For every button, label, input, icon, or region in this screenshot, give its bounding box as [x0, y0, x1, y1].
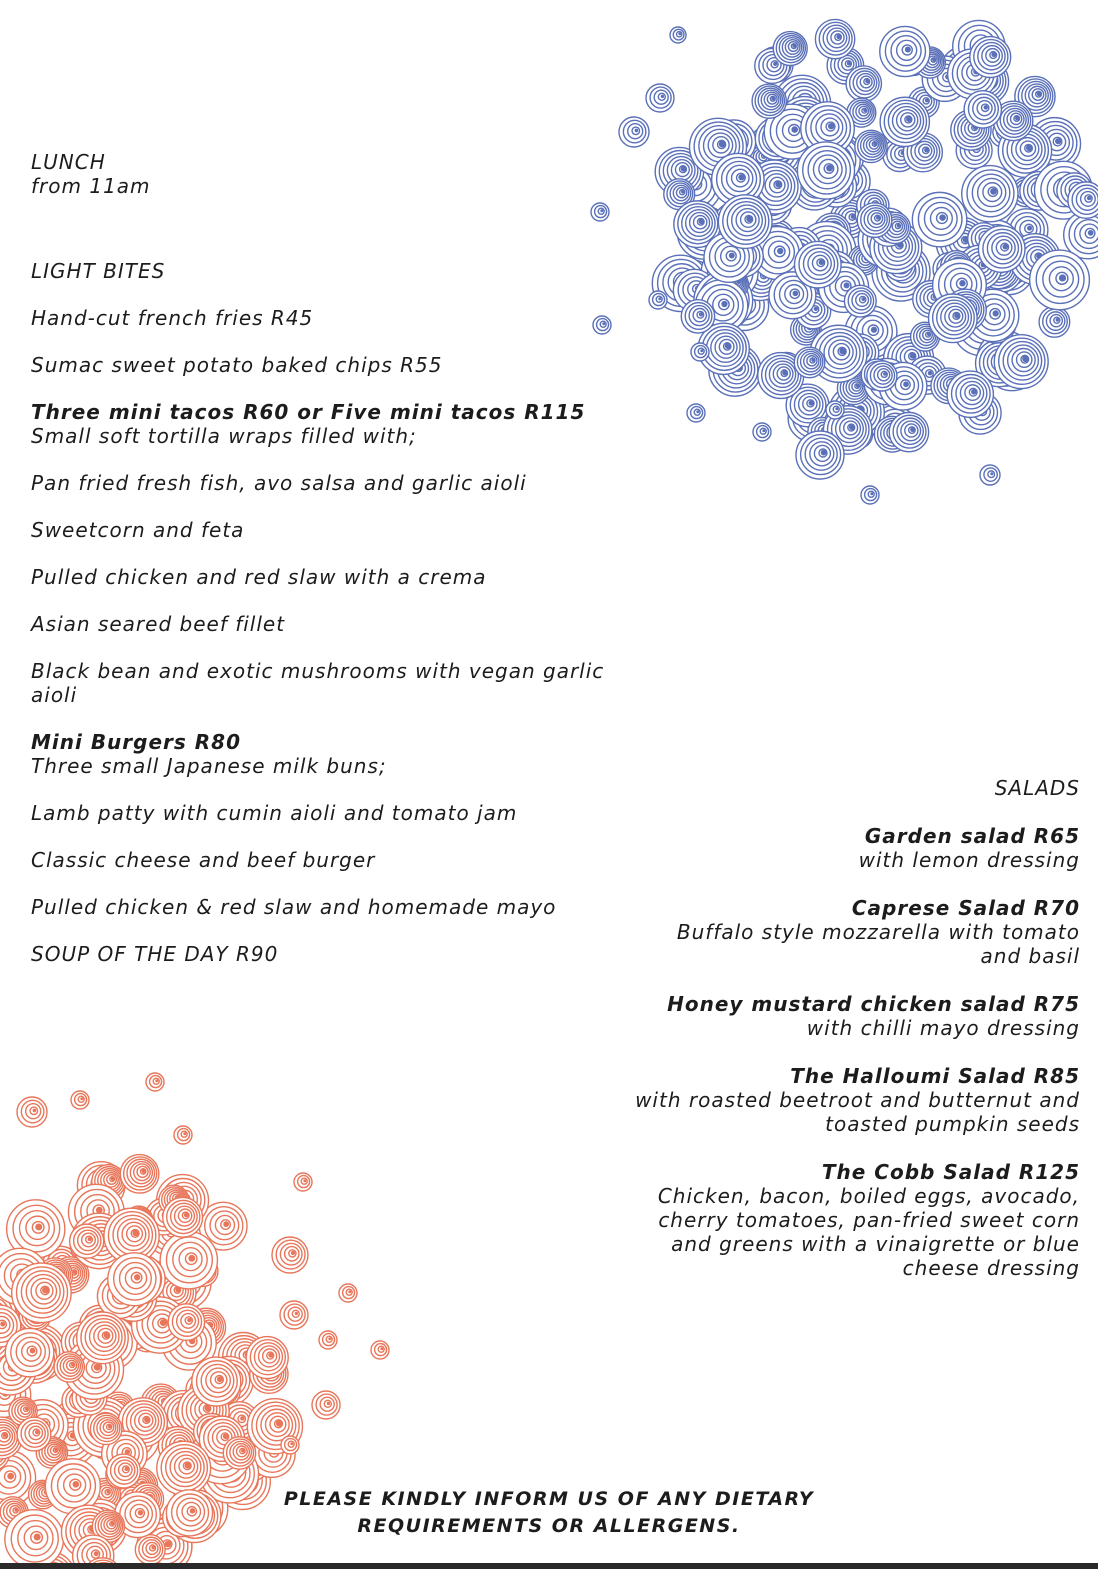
salad-name: Caprese Salad R70 — [851, 896, 1080, 920]
swirl-shape — [826, 401, 844, 419]
swirl-shape — [174, 1126, 192, 1144]
swirl-shape — [294, 1173, 312, 1191]
salad-name: Garden salad R65 — [864, 824, 1080, 848]
swirl-shape — [970, 37, 1011, 78]
taco-filling: Asian seared beef fillet — [31, 612, 286, 636]
swirl-shape — [867, 361, 897, 391]
salad-description: with chilli mayo dressing — [806, 1016, 1080, 1040]
swirl-shape — [312, 1391, 340, 1419]
burger-option: Pulled chicken & red slaw and homemade mayo — [31, 895, 557, 919]
swirl-shape — [163, 1197, 203, 1237]
salad-description: Chicken, bacon, boiled eggs, avocado, — [657, 1184, 1080, 1208]
swirl-shape — [681, 300, 714, 333]
dietary-notice — [0, 1486, 1098, 1540]
swirl-shape — [339, 1284, 357, 1302]
menu-item-burgers: Mini Burgers R80 — [31, 730, 242, 754]
swirl-shape — [691, 343, 709, 361]
blue-swirl-decoration — [590, 0, 1098, 520]
swirl-shape — [962, 166, 1018, 222]
bottom-edge-bar — [0, 1563, 1098, 1569]
swirl-shape — [846, 66, 881, 101]
swirl-shape — [857, 203, 892, 238]
swirl-shape — [670, 27, 686, 43]
salad-name: Honey mustard chicken salad R75 — [667, 992, 1080, 1016]
swirl-shape — [17, 1097, 47, 1127]
swirl-shape — [108, 1253, 161, 1306]
swirl-shape — [146, 1073, 164, 1091]
swirl-shape — [5, 1328, 53, 1376]
swirl-shape — [223, 1437, 255, 1469]
swirl-shape — [71, 1091, 89, 1109]
swirl-shape — [753, 423, 771, 441]
swirl-shape — [107, 1454, 141, 1488]
swirl-shape — [796, 431, 844, 479]
lunch-title: LUNCH — [31, 150, 106, 174]
swirl-shape — [272, 1237, 308, 1273]
salad-description: cherry tomatoes, pan-fried sweet corn — [658, 1208, 1080, 1232]
swirl-shape — [77, 1312, 129, 1364]
swirl-shape — [752, 84, 786, 118]
swirl-shape — [371, 1341, 389, 1359]
dietary-notice-line: REQUIREMENTS OR ALLERGENS. — [357, 1515, 741, 1537]
menu-item-tacos: Three mini tacos R60 or Five mini tacos R115 — [31, 400, 586, 424]
salad-description: and basil — [980, 944, 1080, 968]
salad-description: and greens with a vinaigrette or blue — [671, 1232, 1080, 1256]
tacos-description: Small soft tortilla wraps filled with; — [31, 424, 417, 448]
salad-description: with roasted beetroot and butternut and — [635, 1088, 1080, 1112]
swirl-shape — [646, 84, 674, 112]
taco-filling: Pan fried fresh fish, avo salsa and garlic aioli — [31, 471, 527, 495]
swirl-shape — [795, 241, 842, 288]
swirl-shape — [687, 404, 705, 422]
swirl-shape — [160, 1232, 217, 1289]
swirl-shape — [855, 130, 887, 162]
taco-filling: Black bean and exotic mushrooms with vegan garlic aioli — [31, 659, 605, 707]
swirl-shape — [90, 1413, 121, 1444]
swirl-shape — [844, 285, 876, 317]
salads-heading: SALADS — [994, 776, 1080, 800]
swirl-shape — [964, 91, 1001, 128]
light-bites-heading: LIGHT BITES — [31, 259, 166, 283]
burger-option: Classic cheese and beef burger — [31, 848, 376, 872]
swirl-shape — [889, 412, 928, 451]
swirl-shape — [861, 486, 879, 504]
swirl-shape — [280, 1301, 308, 1329]
lunch-time: from 11am — [31, 174, 151, 198]
salads-column — [600, 776, 1080, 1280]
swirl-shape — [947, 371, 993, 417]
swirl-shape — [797, 142, 854, 199]
menu-item-sweet-potato: Sumac sweet potato baked chips R55 — [31, 353, 443, 377]
salad-name: The Halloumi Salad R85 — [790, 1064, 1080, 1088]
salad-name: The Cobb Salad R125 — [821, 1160, 1080, 1184]
swirl-shape — [54, 1352, 84, 1382]
swirl-shape — [619, 117, 649, 147]
swirl-shape — [649, 291, 667, 309]
left-menu-column — [31, 150, 631, 966]
salad-description: cheese dressing — [902, 1256, 1080, 1280]
swirl-shape — [880, 97, 929, 146]
swirl-shape — [1039, 307, 1070, 338]
swirl-shape — [192, 1357, 241, 1406]
swirl-shape — [980, 465, 1000, 485]
salad-description: Buffalo style mozzarella with tomato — [676, 920, 1080, 944]
salad-description: toasted pumpkin seeds — [825, 1112, 1080, 1136]
swirl-shape — [1030, 250, 1090, 310]
swirl-shape — [70, 1224, 104, 1258]
swirl-shape — [718, 195, 772, 249]
menu-item-fries: Hand-cut french fries R45 — [31, 306, 314, 330]
swirl-shape — [929, 294, 978, 343]
dietary-notice-line: PLEASE KINDLY INFORM US OF ANY DIETARY — [283, 1488, 815, 1510]
swirl-shape — [1068, 182, 1098, 218]
swirl-shape — [794, 347, 825, 378]
taco-filling: Sweetcorn and feta — [31, 518, 245, 542]
swirl-shape — [246, 1337, 288, 1379]
burger-option: Lamb patty with cumin aioli and tomato jam — [31, 801, 518, 825]
swirl-shape — [994, 335, 1048, 389]
swirl-shape — [815, 19, 854, 58]
swirl-shape — [912, 192, 966, 246]
swirl-shape — [773, 32, 807, 66]
swirl-shape — [281, 1436, 299, 1454]
swirl-shape — [880, 26, 930, 76]
swirl-shape — [120, 1155, 159, 1194]
swirl-shape — [978, 226, 1025, 273]
swirl-shape — [319, 1331, 337, 1349]
salad-description: with lemon dressing — [858, 848, 1080, 872]
swirl-shape — [12, 1263, 71, 1322]
burgers-description: Three small Japanese milk buns; — [31, 754, 387, 778]
swirl-shape — [17, 1417, 51, 1451]
taco-filling: Pulled chicken and red slaw with a crema — [31, 565, 487, 589]
swirl-shape — [168, 1304, 204, 1340]
menu-item-soup: SOUP OF THE DAY R90 — [31, 942, 279, 966]
